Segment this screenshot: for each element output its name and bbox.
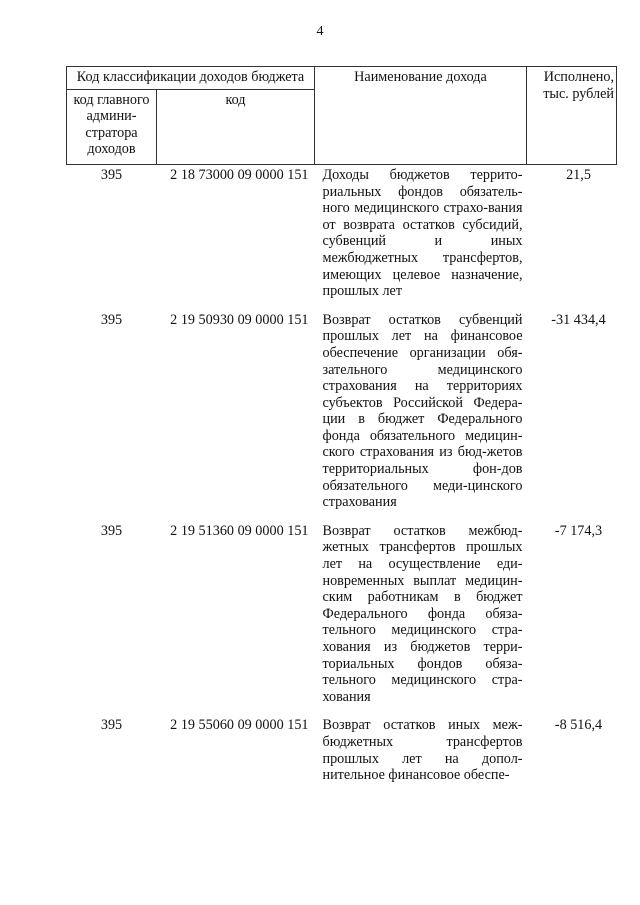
- name-cell: Доходы бюджетов террито-риальных фондов обязатель-ного медицинского страхо-вания от возврата остатков субсидий, субвенций и иных межбюджетных трансфертов, имеющих целевое назначение, прошлых лет: [322, 166, 523, 300]
- admin-code-cell: 395: [100, 166, 123, 183]
- table-row: [67, 164, 617, 311]
- admin-code-cell: 395: [100, 311, 123, 328]
- revenue-table: [66, 66, 617, 784]
- name-cell: Возврат остатков субвенций прошлых лет на финансовое обеспечение организации обя-зательного медицинского страхования на территориях субъектов Российской Федера-ции в бюджет Федерального фонда обязательного медицин-ского страхования из бюд-жетов территориальных фон-дов обязательного меди-цинского страхования: [322, 311, 523, 511]
- name-cell: Возврат остатков иных меж-бюджетных трансфертов прошлых лет на допол-нительное финансовое обеспе-: [322, 717, 523, 784]
- code-cell: 2 19 50930 09 0000 151: [170, 311, 309, 328]
- amount-cell: -8 516,4: [554, 717, 603, 734]
- table-row: [67, 523, 617, 718]
- header-code: код: [157, 89, 315, 164]
- admin-code-cell: 395: [100, 717, 123, 734]
- header-classification: Код классификации доходов бюджета: [67, 67, 315, 90]
- code-cell: 2 19 51360 09 0000 151: [170, 522, 309, 539]
- table-row: [67, 717, 617, 783]
- amount-cell: -31 434,4: [551, 311, 606, 328]
- header-executed: Исполнено, тыс. рублей: [527, 67, 617, 165]
- admin-code-cell: 395: [100, 522, 123, 539]
- page-number: 4: [316, 24, 324, 39]
- header-admin-code: код главного админи-стратора доходов: [67, 89, 157, 164]
- amount-cell: 21,5: [566, 166, 591, 183]
- code-cell: 2 18 73000 09 0000 151: [170, 166, 309, 183]
- header-name: Наименование дохода: [315, 67, 527, 165]
- code-cell: 2 19 55060 09 0000 151: [170, 717, 309, 734]
- name-cell: Возврат остатков межбюд-жетных трансфертов прошлых лет на осуществление еди-новременных выплат медицин-ским работникам в бюджет Федерального фонда обяза-тельного медицинского стра-хования из бюджетов терри-ториальных фондов обяза-тельного медицинского стра-хования: [322, 522, 523, 705]
- table-row: [67, 312, 617, 523]
- amount-cell: -7 174,3: [554, 522, 603, 539]
